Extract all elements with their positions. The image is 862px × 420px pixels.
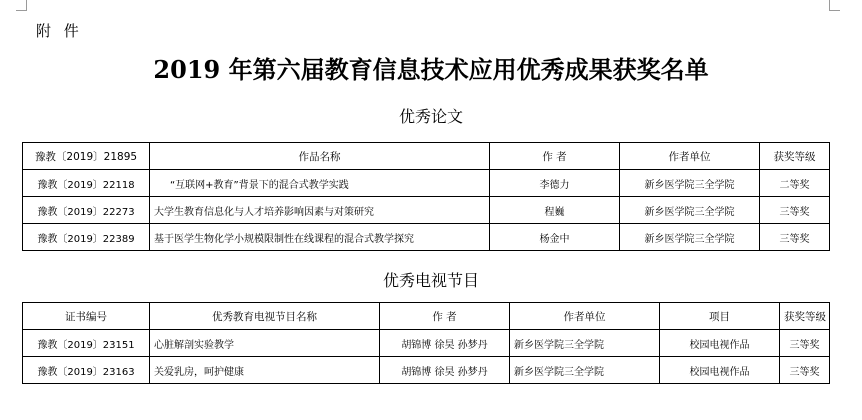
table-row: [23, 224, 830, 251]
header-cell: 作 者: [380, 303, 510, 330]
certificate-number: 豫教〔2019〕23163: [23, 357, 150, 384]
project-type: 校园电视作品: [660, 330, 780, 357]
header-cell: 作者单位: [510, 303, 660, 330]
author: 杨金中: [490, 224, 620, 251]
page-corner-mark: [829, 0, 840, 11]
award-level: 三等奖: [760, 224, 830, 251]
table-row: [23, 330, 830, 357]
header-cell: 证书编号: [23, 303, 150, 330]
award-level: 三等奖: [760, 197, 830, 224]
certificate-number: 豫教〔2019〕22118: [23, 170, 150, 197]
table-row: [23, 357, 830, 384]
award-level: 三等奖: [780, 357, 830, 384]
author-unit: 新乡医学院三全学院: [510, 357, 660, 384]
award-level: 二等奖: [760, 170, 830, 197]
header-cell: 获奖等级: [760, 143, 830, 170]
work-title: 基于医学生物化学小规模限制性在线课程的混合式教学探究: [150, 224, 490, 251]
header-cell: 项目: [660, 303, 780, 330]
author: 胡锦博 徐昊 孙梦丹: [380, 330, 510, 357]
page-corner-mark: [16, 0, 27, 11]
section-heading-tv-programs: 优秀电视节目: [382, 271, 479, 290]
table-header-row: [23, 143, 830, 170]
header-cell: 作品名称: [150, 143, 490, 170]
work-title: “互联网+教育”背景下的混合式教学实践: [150, 170, 490, 197]
work-title: 大学生教育信息化与人才培养影响因素与对策研究: [150, 197, 490, 224]
header-cell: 优秀教育电视节目名称: [150, 303, 380, 330]
table-row: [23, 197, 830, 224]
certificate-number: 豫教〔2019〕22389: [23, 224, 150, 251]
author-unit: 新乡医学院三全学院: [510, 330, 660, 357]
section-heading-papers: 优秀论文: [398, 107, 463, 126]
document-title: 2019 年第六届教育信息技术应用优秀成果获奖名单: [153, 55, 709, 84]
table-row: [23, 170, 830, 197]
author-unit: 新乡医学院三全学院: [620, 170, 760, 197]
certificate-number: 豫教〔2019〕22273: [23, 197, 150, 224]
header-cell: 作者单位: [620, 143, 760, 170]
author-unit: 新乡医学院三全学院: [620, 224, 760, 251]
header-cell: 作 者: [490, 143, 620, 170]
papers-table: [22, 142, 830, 251]
header-cell: 豫教〔2019〕21895: [23, 143, 150, 170]
table-header-row: [23, 303, 830, 330]
author: 程巍: [490, 197, 620, 224]
attachment-label: 附 件: [36, 22, 83, 40]
certificate-number: 豫教〔2019〕23151: [23, 330, 150, 357]
program-title: 关爱乳房，呵护健康: [150, 357, 380, 384]
author: 胡锦博 徐昊 孙梦丹: [380, 357, 510, 384]
author: 李德力: [490, 170, 620, 197]
tv-programs-table: [22, 302, 830, 384]
author-unit: 新乡医学院三全学院: [620, 197, 760, 224]
project-type: 校园电视作品: [660, 357, 780, 384]
program-title: 心脏解剖实验教学: [150, 330, 380, 357]
header-cell: 获奖等级: [780, 303, 830, 330]
award-level: 三等奖: [780, 330, 830, 357]
